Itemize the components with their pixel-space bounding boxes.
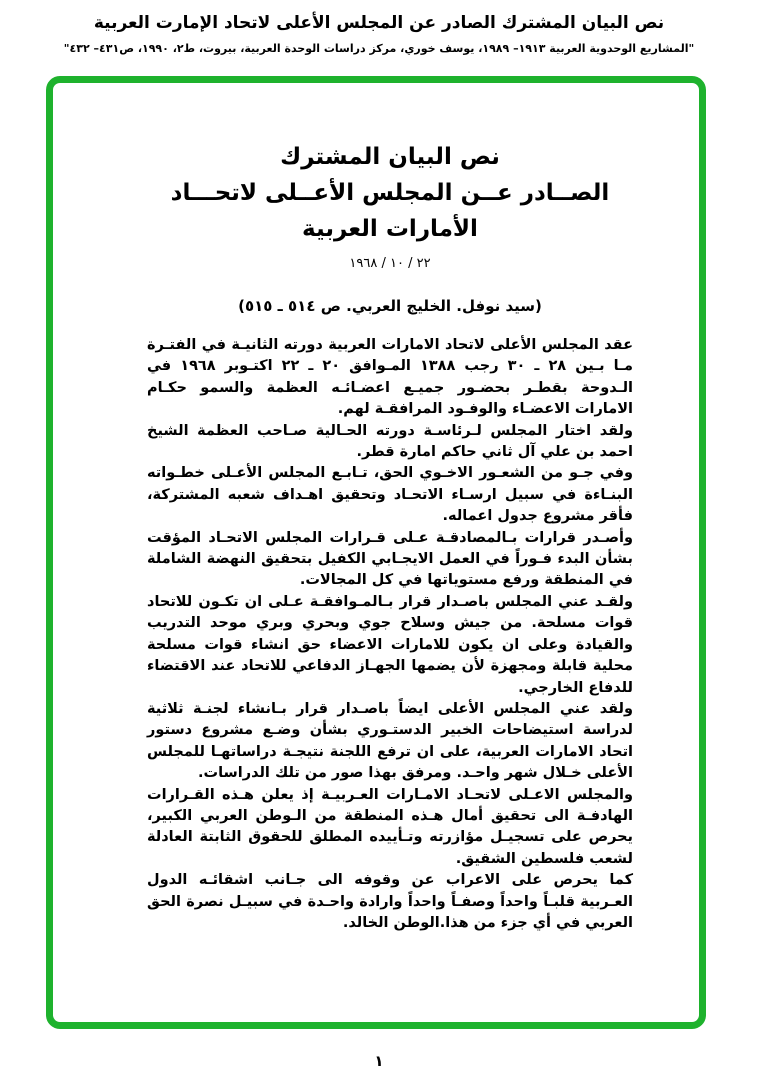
paragraph-5: ولقـد عني المجلس باصـدار قرار بـالمـوافقـة عـلى ان تكـون للاتحاد قوات مسلحة. من جيش وسلاح جوي وبحري وبري موحد التدريب والقيادة وعلى ان يكون للامارات الاعضاء حق انشاء قوات مسلحة محلية قابلة ومجهزة لأن يضمها الجهـاز الدفاعي للاتحاد عند الاقتضاء للدفاع الخارجي. — [147, 593, 633, 696]
document-title — [147, 139, 633, 247]
page-number: ١ — [374, 1052, 384, 1070]
document-title-line1: نص البيان المشترك — [280, 144, 500, 170]
source-citation: (سيد نوفل. الخليج العربي. ص ٥١٤ ـ ٥١٥) — [238, 297, 542, 315]
paragraph-6: ولقد عني المجلس الأعلى ايضاً باصـدار قرار بـانشاء لجنـة ثلاثية لدراسة استيضاحات الخبير الدستـوري بشأن وضـع مشروع دستور اتحاد الامارات العربية، على ان ترفع اللجنة نتيجـة دراساتهـا للمجلس الأعلى خـلال شهر واحـد. ومرفق بهذا صور من تلك الدراسات. — [147, 700, 633, 782]
document-title-line3: الأمارات العربية — [302, 216, 478, 242]
page-header — [0, 0, 758, 55]
document-paragraphs — [147, 335, 633, 934]
document-title-line2: الصــادر عــن المجلس الأعــلى لاتحـــاد — [170, 180, 610, 206]
paragraph-2: ولقد اختار المجلس لـرئاسـة دورته الحـالية صـاحب العظمة الشيخ احمد بن علي آل ثاني حاكم امارة قطر. — [147, 422, 633, 461]
paragraph-3: وفي جـو من الشعـور الاخـوي الحق، تـابـع المجلس الأعـلى خطـواته البنـاءة في سبيل ارسـاء الاتحـاد وتحقيق اهـداف شعبه المشتركة، فأقر مشروع جدول اعماله. — [147, 465, 633, 525]
document-frame — [46, 76, 706, 1029]
header-title: نص البيان المشترك الصادر عن المجلس الأعلى لاتحاد الإمارت العربية — [93, 13, 665, 33]
document-content — [53, 83, 699, 934]
page-footer — [0, 1051, 758, 1070]
paragraph-7: والمجلس الاعـلى لاتحـاد الامـارات العـربيـة إذ يعلن هـذه القـرارات الهادفـة الى تحقيق أمال هـذه المنطقة من الـوطن العربي الكبير، يحرص على تسجيـل مؤازرته وتـأييده المطلق للحقوق الثابتة العادلة لشعب فلسطين الشقيق. — [147, 786, 633, 867]
document-date: ٢٢ / ١٠ / ١٩٦٨ — [349, 256, 431, 271]
paragraph-4: وأصـدر قرارات بـالمصادقـة عـلى قـرارات المجلس الاتحـاد المؤقت بشأن البدء فـوراً في العمل الايجـابي الكفيل بتحقيق النهضة الشاملة في المنطقة ورفع مستوياتها في كل المجالات. — [147, 529, 633, 589]
header-source-citation: "المشاريع الوحدوية العربية ١٩١٣– ١٩٨٩، يوسف خوري، مركز دراسات الوحدة العربية، بيروت، ط٢، ١٩٩٠، ص٤٣١– ٤٣٢" — [63, 42, 695, 55]
paragraph-1: عقد المجلس الأعلى لاتحاد الامارات العربية دورته الثانيـة في الفتـرة مـا بـين ٢٨ ـ ٣٠ رجب ١٣٨٨ المـوافق ٢٠ ـ ٢٢ اكتـوبر ١٩٦٨ في الـدوحة بقطـر بحضـور جميـع اعضـائـه العظمة والسمو حكـام الامارات الاعضـاء والوفـود المرافقـة لهم. — [147, 337, 634, 418]
paragraph-8: كما يحرص على الاعراب عن وقوفه الى جـانب اشقائـه الدول العـربية قلبـاً واحداً وصفـاً واحداً وارادة واحـدة في سبيـل نصرة الحق العربي في أي جزء من هذا.الوطن الخالد. — [147, 872, 633, 931]
